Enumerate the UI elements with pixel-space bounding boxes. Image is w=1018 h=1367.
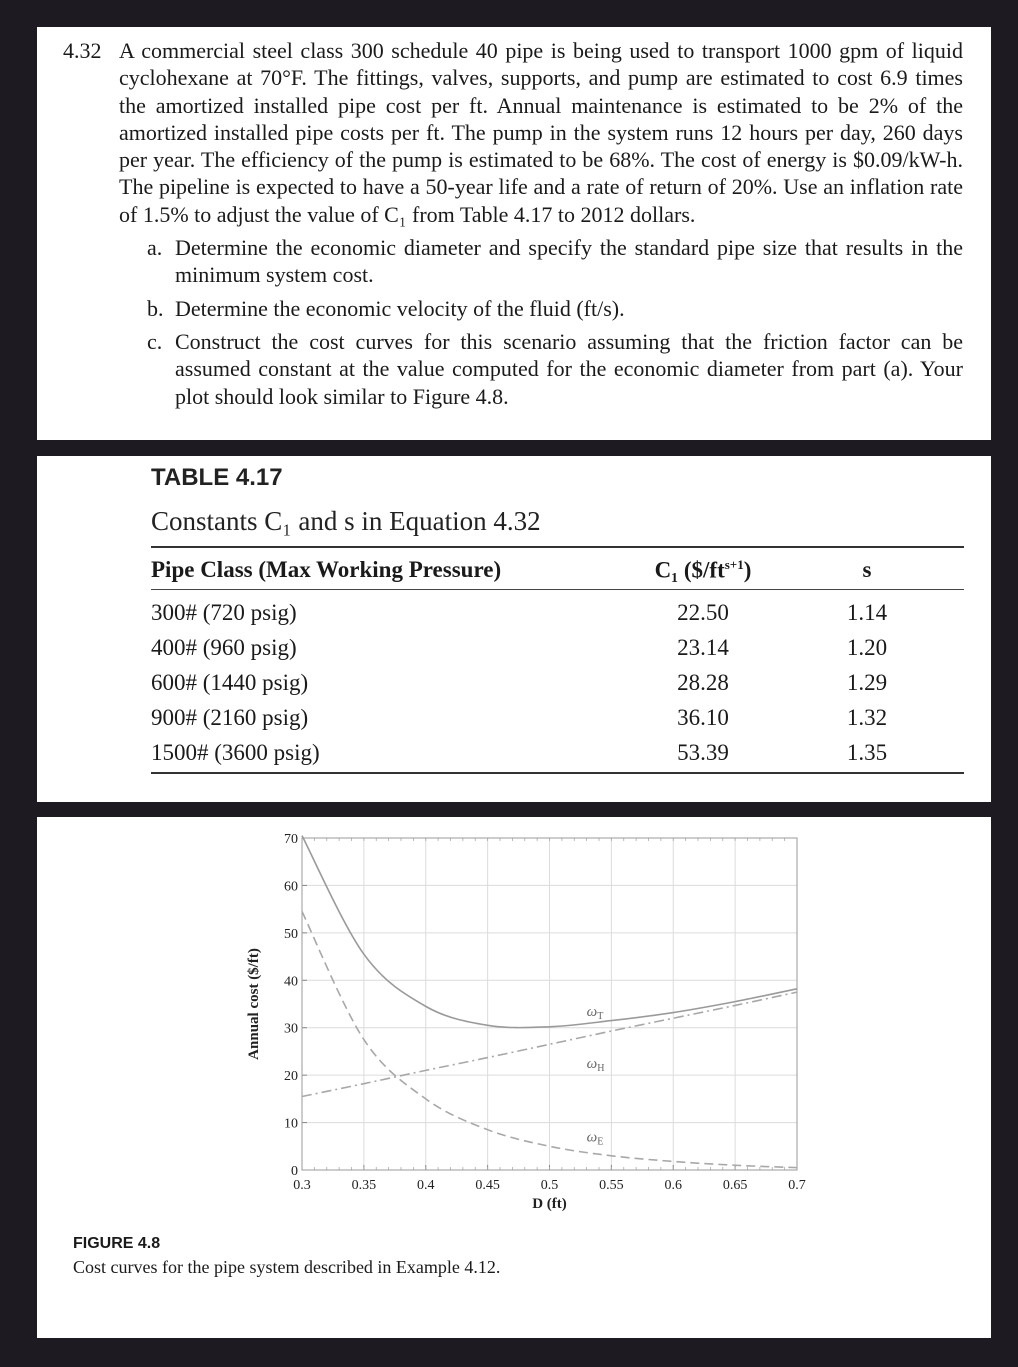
row-3-class: 600# (1440 psig) xyxy=(151,670,309,695)
problem-statement xyxy=(63,37,963,410)
figure-caption: Cost curves for the pipe system described in Example 4.12. xyxy=(73,1257,501,1277)
x-tick-label: 0.4 xyxy=(417,1178,435,1193)
row-4-c1: 36.10 xyxy=(677,705,729,730)
y-tick-label: 60 xyxy=(284,879,298,895)
row-5-s: 1.35 xyxy=(846,740,888,765)
row-1-class: 300# (720 psig) xyxy=(151,600,297,625)
x-tick-label: 0.6 xyxy=(664,1178,682,1193)
header-pipe-class: Pipe Class (Max Working Pressure) xyxy=(151,557,502,582)
series-label-2: $\omega_E$ xyxy=(586,1129,604,1148)
figure-label: FIGURE 4.8 xyxy=(73,1235,161,1252)
x-tick-label: 0.3 xyxy=(293,1178,311,1193)
row-2-class: 400# (960 psig) xyxy=(151,635,297,660)
part-a-text: Determine the economic diameter and specify the standard pipe size that results in the minimum system cost. xyxy=(175,235,963,288)
part-c-text: Construct the cost curves for this scenario assuming that the friction factor can be assumed constant at the value computed for the economic diameter from part (a). Your plot should look similar to Figure 4.8. xyxy=(175,328,963,409)
x-tick-label: 0.65 xyxy=(722,1178,748,1193)
y-tick-label: 30 xyxy=(284,1021,298,1037)
part-c-label: c. xyxy=(147,328,163,354)
x-tick-label: 0.7 xyxy=(788,1178,806,1193)
row-1-s: 1.14 xyxy=(846,600,888,625)
series-label-1: $\omega_H$ xyxy=(586,1056,605,1075)
row-5-class: 1500# (3600 psig) xyxy=(151,740,320,765)
part-b xyxy=(147,295,963,322)
row-5-c1: 53.39 xyxy=(677,740,729,765)
y-tick-label: 50 xyxy=(284,926,298,942)
table-header-rule xyxy=(151,589,964,590)
part-a xyxy=(147,234,963,289)
table-title: TABLE 4.17 xyxy=(151,464,283,491)
row-2-s: 1.20 xyxy=(846,635,888,660)
problem-number: 4.32 xyxy=(63,38,102,63)
row-4-class: 900# (2160 psig) xyxy=(151,705,309,730)
x-tick-label: 0.5 xyxy=(540,1178,559,1193)
row-4-s: 1.32 xyxy=(846,705,888,730)
part-c xyxy=(147,328,963,410)
series-label-0: $\omega_T$ xyxy=(586,1003,604,1022)
row-3-s: 1.29 xyxy=(846,670,888,695)
table-caption: Constants C₁ and s in Equation 4.32 xyxy=(151,506,541,536)
y-axis-label: Annual cost ($/ft) xyxy=(246,948,262,1060)
row-1-c1: 22.50 xyxy=(677,600,729,625)
y-tick-label: 10 xyxy=(284,1116,298,1132)
y-tick-label: 20 xyxy=(284,1069,298,1085)
table-top-rule xyxy=(151,546,964,548)
x-tick-label: 0.45 xyxy=(475,1178,500,1193)
part-b-label: b. xyxy=(147,295,164,321)
row-3-c1: 28.28 xyxy=(677,670,729,695)
table-bottom-rule xyxy=(151,772,964,774)
part-b-text: Determine the economic velocity of the fluid (ft/s). xyxy=(175,295,625,321)
figure-panel xyxy=(37,817,991,1338)
x-tick-label: 0.55 xyxy=(599,1178,624,1193)
y-tick-label: 70 xyxy=(284,832,298,847)
row-2-c1: 23.14 xyxy=(677,635,729,660)
header-c1: C₁ $(\$/ft^{s+1})$ xyxy=(654,557,752,583)
header-s: s xyxy=(862,557,872,582)
y-tick-label: 0 xyxy=(291,1164,298,1179)
problem-text: A commercial steel class 300 schedule 40 pipe is being used to transport 1000 gpm of liquid cyclohexane at 70°F. The fittings, valves, supports, and pump are estimated to cost 6.9 times the amortized installed pipe cost per ft. Annual maintenance is estimated to be 2% of the amortized installed pipe costs per ft. The pump in the system runs 12 hours per day, 260 days per year. The efficiency of the pump is estimated to be 68%. The cost of energy is $0.09/kW-h. The pipeline is expected to have a 50-year life and a rate of return of 20%. Use an inflation rate of 1.5% to adjust the value of C₁ from Table 4.17 to 2012 dollars. xyxy=(119,38,963,227)
part-a-label: a. xyxy=(147,235,163,261)
y-tick-label: 40 xyxy=(284,974,298,990)
table-panel xyxy=(37,456,991,802)
x-tick-label: 0.35 xyxy=(351,1178,377,1193)
problem-panel xyxy=(37,27,991,440)
x-axis-label: D (ft) xyxy=(532,1196,567,1212)
